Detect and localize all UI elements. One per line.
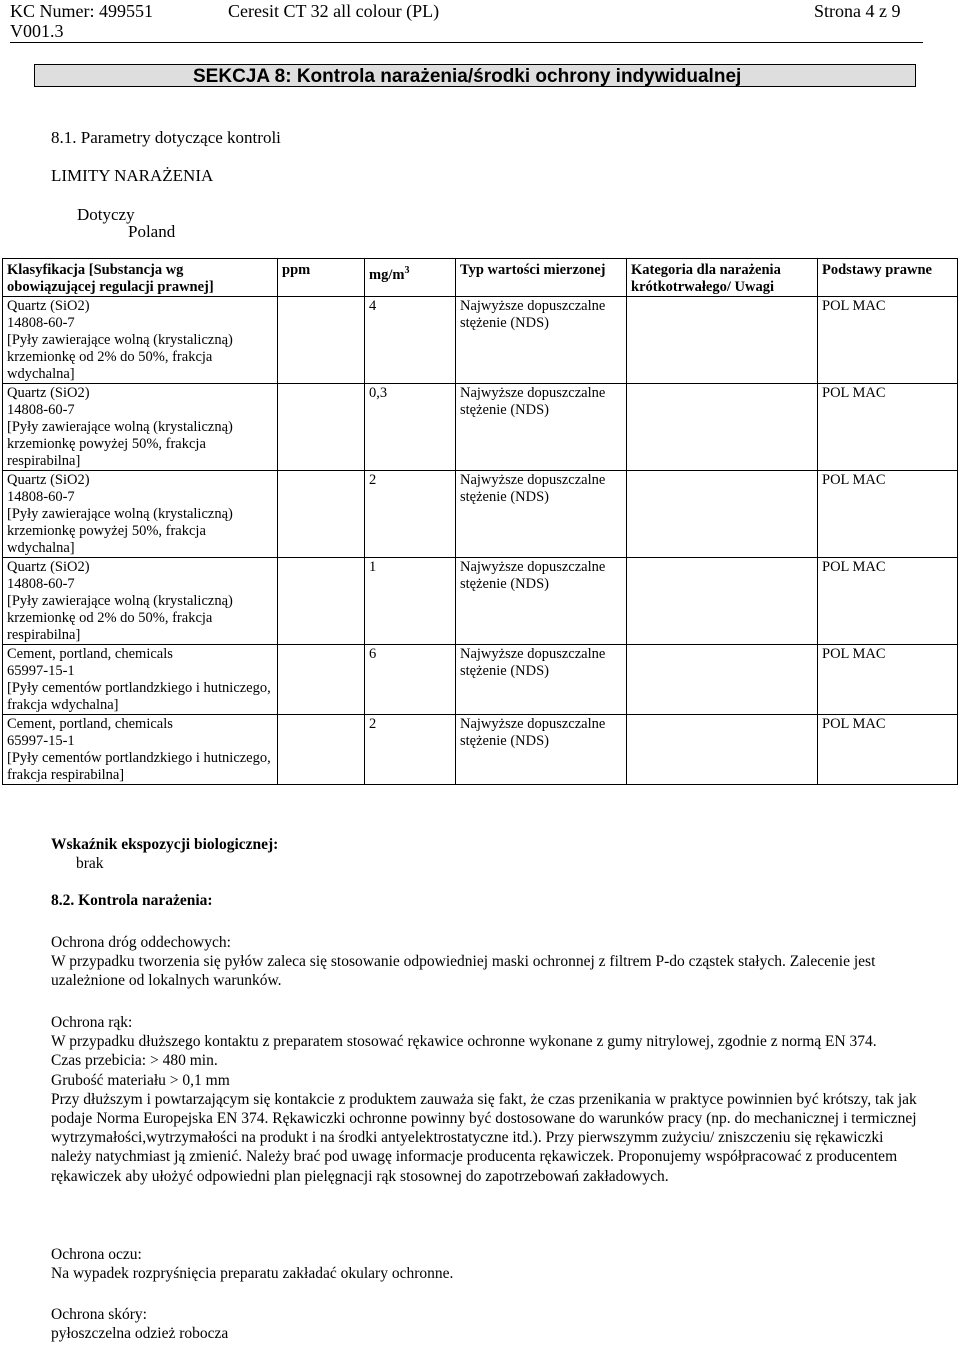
hand-protection-section (51, 1013, 921, 1186)
substance-name: Quartz (SiO2) (7, 472, 90, 488)
header-mgm3: $mg/m^3$ (365, 259, 456, 297)
table-row (3, 384, 958, 471)
version: V001.3 (10, 21, 64, 41)
substance-name: Quartz (SiO2) (7, 559, 90, 575)
category-cell (627, 645, 818, 715)
mgm3-cell: 0,3 (365, 384, 456, 471)
hands-title: Ochrona rąk: (51, 1014, 133, 1031)
header-value-type: Typ wartości mierzonej (456, 259, 627, 297)
table-row (3, 715, 958, 785)
bio-title: Wskaźnik ekspozycji biologicznej: (51, 836, 279, 853)
legal-basis-cell: POL MAC (818, 558, 958, 645)
mgm3-cell: 2 (365, 471, 456, 558)
ppm-cell (278, 297, 365, 384)
category-cell (627, 471, 818, 558)
table-row (3, 558, 958, 645)
hands-text-norm: W przypadku dłuższego kontaktu z preparatem stosować rękawice ochronne wykonane z gumy nitrylowej, zgodnie z normą EN 374. (51, 1033, 877, 1051)
value-type-cell: Najwyższe dopuszczalne stężenie (NDS) (456, 297, 627, 384)
section-title: SEKCJA 8: Kontrola narażenia/środki ochrony indywidualnej (34, 64, 916, 87)
table-row (3, 297, 958, 384)
substance-cell (3, 558, 278, 645)
substance-name: Quartz (SiO2) (7, 298, 90, 314)
header-legal-basis: Podstawy prawne (818, 259, 958, 297)
hands-text-details: Przy dłuższym i powtarzającym się kontakcie z produktem zauważa się fakt, że czas przenikania w praktyce powinnien być krótszy, tak jak podaje Norma Europejska EN 374. Rękawiczki ochronne powinny być dostosowane do warunków pracy (np. do mechanicznej i termicznej wytrzymałości,wytrzymałości na produkt i na środki antyelektrostatyczne itd.). Przy pierwszymm zużyciu/ zniszczeniu się rękawiczki należy natychmiast ją zmienić. Należy brać pod uwagę informacje producenta rękawiczek. Proponujemy współpracować z producentem rękawiczek aby ułożyć odpowiedni plan pielęgnacji rąk stosownej do zapotrzebowań zakładowych. (51, 1090, 917, 1185)
limits-title: LIMITY NARAŻENIA (51, 166, 214, 185)
bio-value: brak (76, 855, 104, 873)
cas-number: 14808-60-7 (7, 402, 75, 418)
table-row (3, 471, 958, 558)
applies-country: Poland (128, 222, 176, 241)
header-divider (10, 42, 923, 43)
substance-description: [Pyły zawierające wolną (krystaliczną) krzemionkę powyżej 50%, frakcja respirabilna] (7, 419, 233, 469)
mgm3-cell: 4 (365, 297, 456, 384)
cas-number: 14808-60-7 (7, 315, 75, 331)
eye-protection-section (51, 1245, 921, 1283)
exposure-limits-table (2, 258, 958, 785)
mgm3-cell: 1 (365, 558, 456, 645)
value-type-cell: Najwyższe dopuszczalne stężenie (NDS) (456, 645, 627, 715)
category-cell (627, 558, 818, 645)
value-type-cell: Najwyższe dopuszczalne stężenie (NDS) (456, 558, 627, 645)
skin-text: pyłoszczelna odzież robocza (51, 1325, 229, 1343)
page-number: Strona 4 z 9 (814, 1, 901, 21)
skin-title: Ochrona skóry: (51, 1306, 147, 1323)
ppm-cell (278, 715, 365, 785)
substance-description: [Pyły cementów portlandzkiego i hutniczego, frakcja wdychalna] (7, 680, 271, 713)
substance-description: [Pyły zawierające wolną (krystaliczną) krzemionkę od 2% do 50%, frakcja wdychalna] (7, 332, 233, 382)
eyes-title: Ochrona oczu: (51, 1246, 142, 1263)
legal-basis-cell: POL MAC (818, 471, 958, 558)
respiratory-text: W przypadku tworzenia się pyłów zaleca się stosowanie odpowiedniej maski ochronnej z filtrem P-do cząstek stałych. Zalecenie jest uzależnione od lokalnych warunków. (51, 953, 876, 990)
table-header-row (3, 259, 958, 297)
mgm3-cell: 2 (365, 715, 456, 785)
value-type-cell: Najwyższe dopuszczalne stężenie (NDS) (456, 471, 627, 558)
header-classification: Klasyfikacja [Substancja wg obowiązującej regulacji prawnej] (3, 259, 278, 297)
category-cell (627, 384, 818, 471)
respiratory-title: Ochrona dróg oddechowych: (51, 934, 231, 951)
substance-cell (3, 471, 278, 558)
legal-basis-cell: POL MAC (818, 297, 958, 384)
substance-name: Quartz (SiO2) (7, 385, 90, 401)
table-row (3, 645, 958, 715)
cas-number: 65997-15-1 (7, 663, 75, 679)
respiratory-protection-section (51, 933, 921, 991)
skin-protection-section (51, 1305, 921, 1343)
ppm-cell (278, 384, 365, 471)
cas-number: 14808-60-7 (7, 576, 75, 592)
substance-cell (3, 715, 278, 785)
subsection-8-2-title: 8.2. Kontrola narażenia: (51, 892, 213, 909)
substance-cell (3, 384, 278, 471)
substance-description: [Pyły cementów portlandzkiego i hutniczego, frakcja respirabilna] (7, 750, 271, 783)
cas-number: 65997-15-1 (7, 733, 75, 749)
kc-number: KC Numer: 499551 (10, 1, 153, 21)
legal-basis-cell: POL MAC (818, 384, 958, 471)
cas-number: 14808-60-7 (7, 489, 75, 505)
substance-name: Cement, portland, chemicals (7, 646, 173, 662)
substance-cell (3, 645, 278, 715)
substance-description: [Pyły zawierające wolną (krystaliczną) krzemionkę powyżej 50%, frakcja wdychalna] (7, 506, 233, 556)
category-cell (627, 297, 818, 384)
applies-label: Dotyczy (77, 205, 135, 224)
header-ppm: ppm (278, 259, 365, 297)
substance-description: [Pyły zawierające wolną (krystaliczną) krzemionkę od 2% do 50%, frakcja respirabilna] (7, 593, 233, 643)
hands-breakthrough-time: Czas przebicia: > 480 min. (51, 1052, 218, 1070)
product-name: Ceresit CT 32 all colour (PL) (228, 1, 440, 21)
biological-exposure-section (51, 835, 921, 873)
subsection-8-1-title: 8.1. Parametry dotyczące kontroli (51, 128, 281, 147)
ppm-cell (278, 558, 365, 645)
ppm-cell (278, 471, 365, 558)
value-type-cell: Najwyższe dopuszczalne stężenie (NDS) (456, 384, 627, 471)
substance-cell (3, 297, 278, 384)
eyes-text: Na wypadek rozpryśnięcia preparatu zakładać okulary ochronne. (51, 1265, 454, 1283)
header-category: Kategoria dla narażenia krótkotrwałego/ Uwagi (627, 259, 818, 297)
page-header (10, 0, 935, 42)
substance-name: Cement, portland, chemicals (7, 716, 173, 732)
legal-basis-cell: POL MAC (818, 715, 958, 785)
legal-basis-cell: POL MAC (818, 645, 958, 715)
hands-material-thickness: Grubość materiału > 0,1 mm (51, 1071, 230, 1089)
value-type-cell: Najwyższe dopuszczalne stężenie (NDS) (456, 715, 627, 785)
category-cell (627, 715, 818, 785)
ppm-cell (278, 645, 365, 715)
mgm3-cell: 6 (365, 645, 456, 715)
